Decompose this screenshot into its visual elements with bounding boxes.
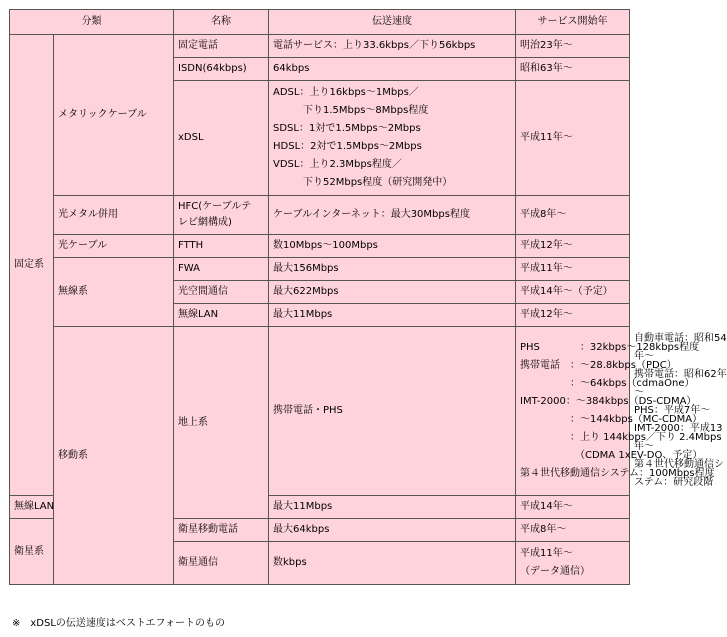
line: ADSL：上り16kbps～1Mbps／: [273, 87, 419, 98]
subgroup-satellite: 衛星系: [10, 519, 54, 585]
cell-name: xDSL: [174, 81, 269, 196]
line: ：上り 144kbps／下り 2.4Mbps: [520, 432, 722, 443]
subgroup-terrestrial: 地上系: [174, 327, 269, 519]
line: （CDMA 1xEV-DO、予定）: [520, 450, 703, 461]
header-row: [10, 10, 630, 35]
telecom-table: [9, 9, 727, 585]
subgroup-wireless: 無線系: [54, 258, 174, 327]
cell-name: FWA: [174, 258, 269, 281]
line: IMT-2000：～384kbps（DS-CDMA）: [520, 396, 697, 407]
cell-year: 平成12年～: [516, 235, 630, 258]
line: SDSL：1対で1.5Mbps～2Mbps: [273, 123, 421, 134]
cell-speed: 数kbps: [269, 542, 516, 585]
cell-name: [174, 196, 269, 235]
cell-year: 平成8年～: [516, 196, 630, 235]
cell-year: 平成14年～: [516, 496, 630, 519]
subgroup-metallic: メタリックケーブル: [54, 35, 174, 196]
cell-name: 無線LAN: [174, 304, 269, 327]
cell-year: [516, 542, 630, 585]
cell-name: 衛星通信: [174, 542, 269, 585]
cell-name: ISDN(64kbps): [174, 58, 269, 81]
cell-speed: [516, 327, 722, 496]
table-row: 移動系 地上系 携帯電話・PHS PHS ：32kbps～128kbps程度 携帯電話 ：～28.8kbps（PDC） ：～64kbps（cdmaOne） IMT-2000：～384kbps（DS-CDMA） ：～144kbps（MC-CDMA） ：上り 144kbps／下り 2.4Mbps （CDMA 1xEV-DO、予定） 第４世代移動通信システム：100Mbps程度 自動車電話：昭和54 年～ 携帯電話：昭和62年 ～ PHS：平成7年～ IMT-2000：平成13 年～ 第４世代移動通信シ ステム：研究段階: [10, 327, 630, 496]
line: HFC(ケーブルテ: [178, 201, 252, 212]
cell-name: 衛星移動電話: [174, 519, 269, 542]
header-speed: 伝送速度: [269, 10, 516, 35]
cell-speed: 最大11Mbps: [269, 496, 516, 519]
cell-name: 固定電話: [174, 35, 269, 58]
line: 下り1.5Mbps～8Mbps程度: [273, 105, 429, 116]
cell-speed: ケーブルインターネット：最大30Mbps程度: [269, 196, 516, 235]
cell-speed: 数10Mbps～100Mbps: [269, 235, 516, 258]
cell-speed: 最大622Mbps: [269, 281, 516, 304]
line: VDSL：上り2.3Mbps程度／: [273, 159, 402, 170]
table-row: [10, 235, 630, 258]
line: （データ通信）: [520, 566, 590, 577]
footnote: ※ xDSLの伝送速度はベストエフォートのもの: [12, 618, 226, 629]
header-category: 分類: [10, 10, 174, 35]
cell-name: FTTH: [174, 235, 269, 258]
cell-speed: 64kbps: [269, 58, 516, 81]
cell-name: 携帯電話・PHS: [269, 327, 516, 496]
line: 下り52Mbps程度（研究開発中）: [273, 177, 453, 188]
cell-speed: 最大64kbps: [269, 519, 516, 542]
cell-year: 明治23年～: [516, 35, 630, 58]
line: ：～64kbps（cdmaOne）: [520, 378, 695, 389]
line: ：～144kbps（MC-CDMA）: [520, 414, 703, 425]
header-year: サービス開始年: [516, 10, 630, 35]
line: 第４世代移動通信システム：100Mbps程度: [520, 468, 715, 479]
cell-year: 平成12年～: [516, 304, 630, 327]
table-row: [10, 196, 630, 235]
cell-name: 光空間通信: [174, 281, 269, 304]
cell-year: 平成11年～: [516, 81, 630, 196]
cell-speed: [269, 81, 516, 196]
group-fixed: 固定系: [10, 35, 54, 496]
header-name: 名称: [174, 10, 269, 35]
line: 平成11年～: [520, 548, 573, 559]
subgroup-hybrid: 光メタル併用: [54, 196, 174, 235]
cell-year: 平成11年～: [516, 258, 630, 281]
line: レビ網構成): [178, 217, 232, 228]
cell-year: 昭和63年～: [516, 58, 630, 81]
line: HDSL：2対で1.5Mbps～2Mbps: [273, 141, 422, 152]
cell-name: 無線LAN: [10, 496, 54, 519]
line: 携帯電話 ：～28.8kbps（PDC）: [520, 360, 677, 371]
table-row: [10, 258, 630, 281]
group-mobile: 移動系: [54, 327, 174, 585]
cell-speed: 電話サービス：上り33.6kbps／下り56kbps: [269, 35, 516, 58]
subgroup-optical: 光ケーブル: [54, 235, 174, 258]
cell-year: 平成8年～: [516, 519, 630, 542]
cell-speed: 最大156Mbps: [269, 258, 516, 281]
cell-year: 平成14年～（予定）: [516, 281, 630, 304]
line: PHS ：32kbps～128kbps程度: [520, 342, 700, 353]
table-row: [10, 35, 630, 58]
cell-speed: 最大11Mbps: [269, 304, 516, 327]
